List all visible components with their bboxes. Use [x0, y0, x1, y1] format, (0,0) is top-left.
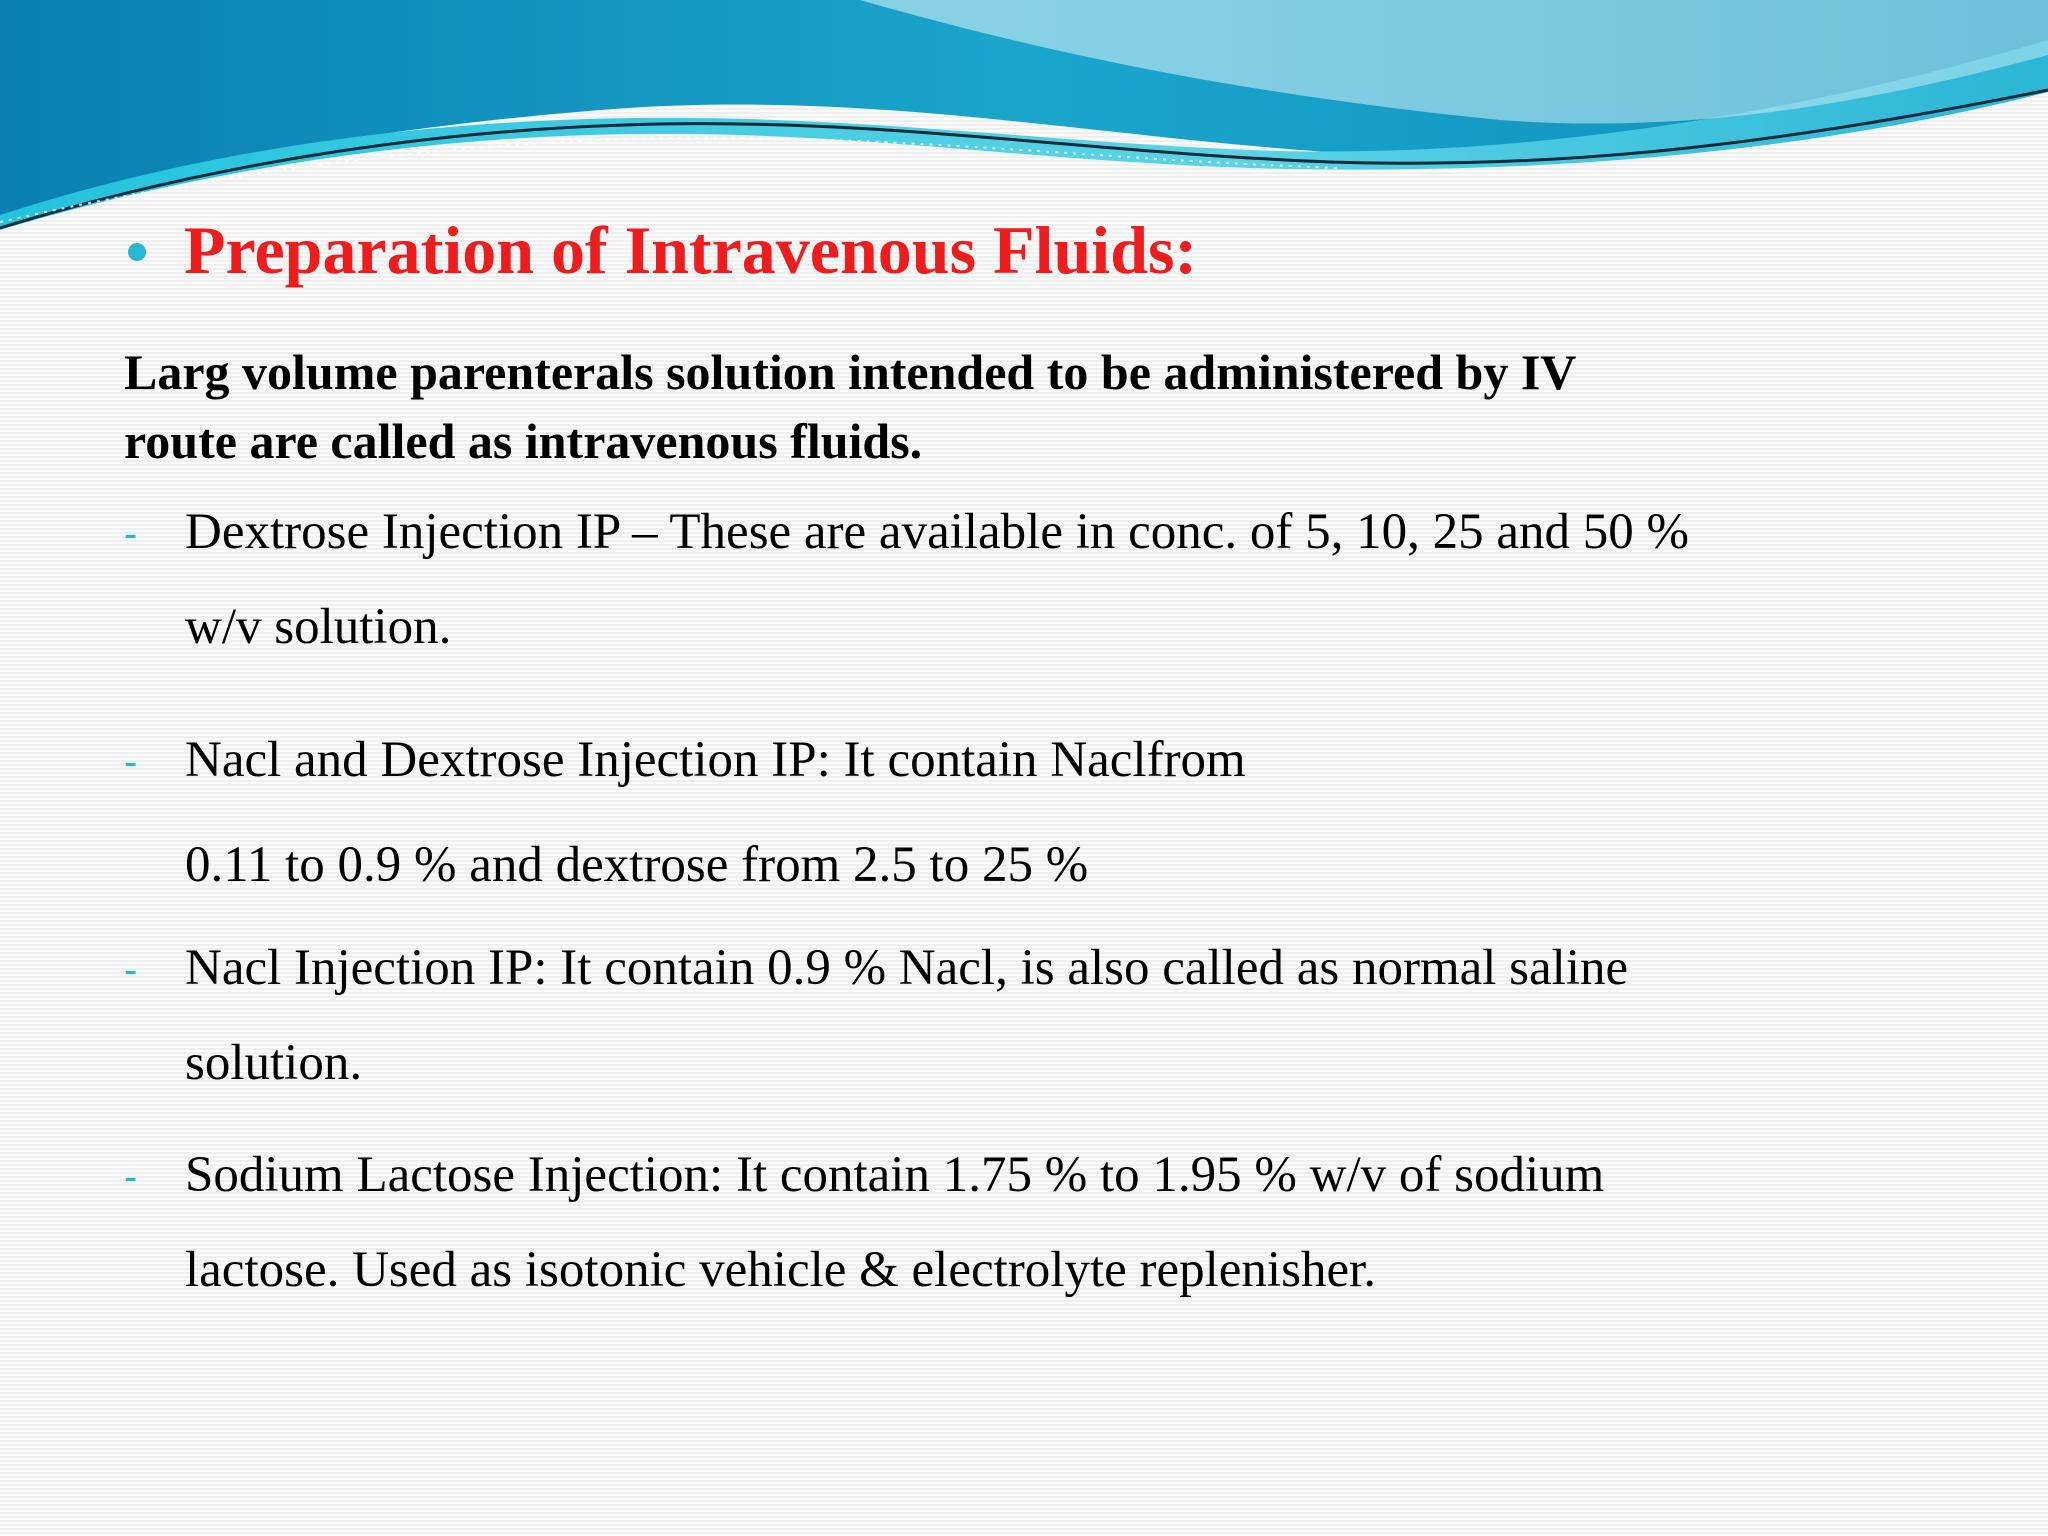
list-item-1-line-1: Dextrose Injection IP – These are available in conc. of 5, 10, 25 and 50 %	[185, 504, 1690, 560]
header-wave-decoration	[0, 0, 2048, 240]
list-item-3-line-1: Nacl Injection IP: It contain 0.9 % Nacl, is also called as normal saline	[185, 940, 1629, 996]
list-item-3-line-2: solution.	[185, 1035, 363, 1091]
list-item-4-line-1: Sodium Lactose Injection: It contain 1.75 % to 1.95 % w/v of sodium	[185, 1147, 1605, 1203]
dash-bullet-icon: -	[124, 512, 138, 556]
list-item-2-line-2: 0.11 to 0.9 % and dextrose from 2.5 to 25 %	[185, 837, 1089, 893]
intro-paragraph	[124, 338, 1944, 476]
dash-bullet-icon: -	[124, 740, 138, 784]
intro-line-1: Larg volume parenterals solution intended to be administered by IV	[124, 344, 1577, 400]
list-item-2-line-1: Nacl and Dextrose Injection IP: It contain Naclfrom	[185, 732, 1246, 788]
list-item-1-line-2: w/v solution.	[185, 599, 452, 655]
slide-title-row	[128, 210, 1197, 290]
dash-bullet-icon: -	[124, 1155, 138, 1199]
list-item-4-line-2: lactose. Used as isotonic vehicle & electrolyte replenisher.	[185, 1242, 1377, 1298]
intro-line-2: route are called as intravenous fluids.	[124, 413, 923, 469]
dash-bullet-icon: -	[124, 948, 138, 992]
slide-title: Preparation of Intravenous Fluids:	[184, 212, 1198, 288]
bullet-dot-icon	[128, 243, 146, 261]
